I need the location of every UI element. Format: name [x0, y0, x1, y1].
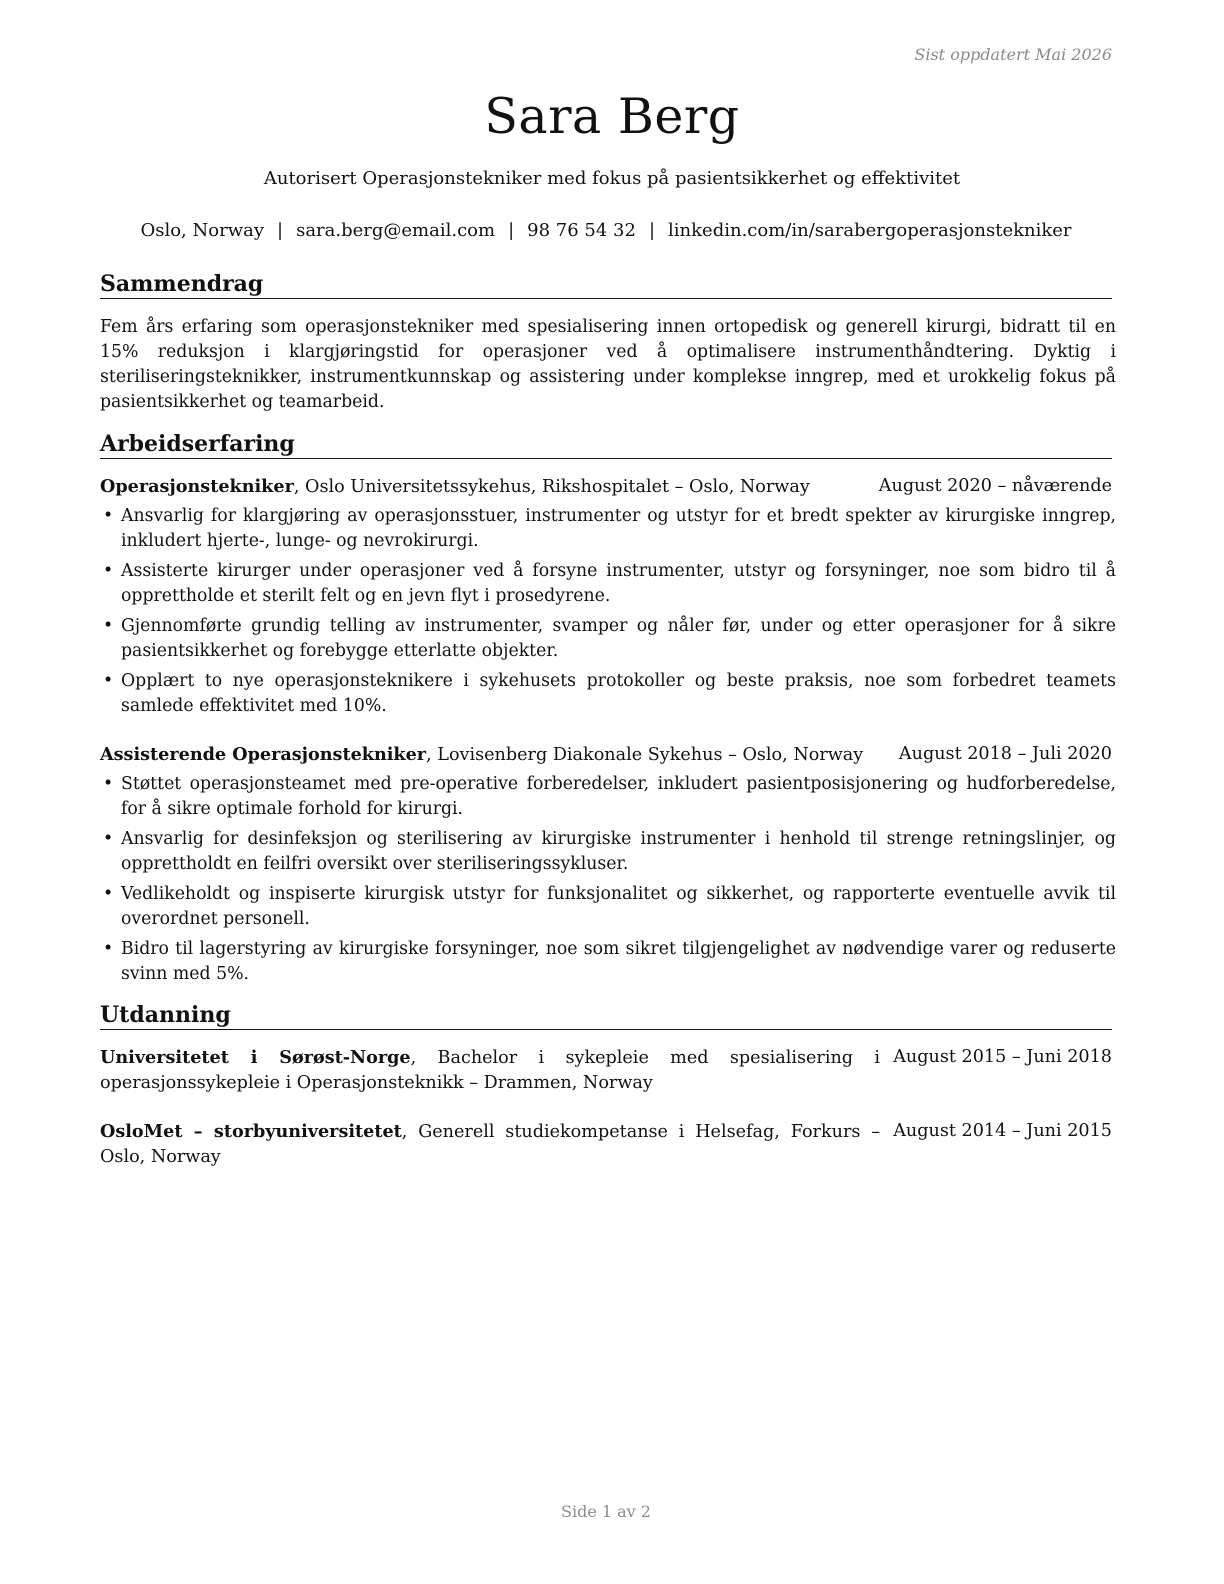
job-bullet [100, 827, 1116, 877]
bullet-icon: • [103, 616, 114, 636]
job-title-line [100, 742, 863, 768]
education-dates: August 2015 – Juni 2018 [893, 1047, 1112, 1067]
contact-separator: | [648, 220, 656, 241]
job-bullet-text: Opplært to nye operasjonsteknikere i sykehusets protokoller og beste praksis, noe som forbedret teamets samlede effektivitet med 10%. [121, 671, 1116, 716]
summary-text: Fem års erfaring som operasjonstekniker med spesialisering innen ortopedisk og generell kirurgi, bidratt til en 15% reduksjon i klargjøringstid for operasjoner ved å optimalisere instrumenthåndtering. Dyktig i steriliseringsteknikker, instrumentkunnskap og assistering under komplekse inngrep, med et urokkelig fokus på pasientsikkerhet og teamarbeid. [100, 317, 1116, 412]
job-bullet-text: Ansvarlig for klargjøring av operasjonsstuer, instrumenter og utstyr for et bredt spekter av kirurgiske inngrep, inkludert hjerte-, lunge- og nevrokirurgi. [121, 506, 1116, 551]
job-bullet [100, 882, 1116, 932]
job-bullet [100, 669, 1116, 719]
section-title-summary: Sammendrag [100, 270, 1112, 299]
bullet-icon: • [103, 884, 114, 904]
contact-email[interactable]: sara.berg@email.com [296, 220, 496, 241]
education-school: Universitetet i Sørøst-Norge [100, 1047, 411, 1068]
bullet-icon: • [103, 671, 114, 691]
job-dates: August 2020 – nåværende [878, 476, 1112, 496]
job-bullet [100, 772, 1116, 822]
job-bullet [100, 937, 1116, 987]
candidate-tagline: Autorisert Operasjonstekniker med fokus på pasientsikkerhet og effektivitet [263, 168, 961, 189]
job-dates: August 2018 – Juli 2020 [898, 744, 1112, 764]
job-employer: , Lovisenberg Diakonale Sykehus – Oslo, Norway [426, 745, 864, 765]
contact-linkedin[interactable]: linkedin.com/in/sarabergoperasjonstekniker [668, 220, 1072, 241]
job-bullet-text: Gjennomførte grundig telling av instrumenter, svamper og nåler før, under og etter operasjoner for å sikre pasientsikkerhet og forebygge etterlatte objekter. [121, 616, 1116, 661]
job-bullet-text: Vedlikeholdt og inspiserte kirurgisk utstyr for funksjonalitet og sikkerhet, og rapporterte eventuelle avvik til overordnet personell. [121, 884, 1116, 929]
bullet-icon: • [103, 829, 114, 849]
contact-line [0, 220, 1212, 241]
contact-location: Oslo, Norway [140, 220, 264, 241]
education-dates: August 2014 – Juni 2015 [893, 1121, 1112, 1141]
contact-separator: | [508, 220, 515, 241]
education-entry [100, 1119, 880, 1170]
job-title-line [100, 474, 810, 500]
job-role: Operasjonstekniker [100, 476, 294, 497]
job-bullet [100, 614, 1116, 664]
bullet-icon: • [103, 561, 114, 581]
last-updated-note: Sist oppdatert Mai 2026 [914, 45, 1112, 64]
job-bullet-text: Støttet operasjonsteamet med pre-operative forberedelser, inkludert pasientposisjonering og hudforberedelse, for å sikre optimale forhold for kirurgi. [121, 774, 1116, 819]
education-school: OsloMet – storbyuniversitetet [100, 1121, 402, 1142]
bullet-icon: • [103, 506, 114, 526]
candidate-name: Sara Berg [484, 88, 740, 145]
job-employer: , Oslo Universitetssykehus, Rikshospitalet – Oslo, Norway [293, 477, 810, 497]
education-item [100, 1119, 1112, 1170]
contact-phone: 98 76 54 32 [527, 220, 636, 241]
page-number: Side 1 av 2 [561, 1502, 651, 1521]
bullet-icon: • [103, 774, 114, 794]
education-detail: , Generell studiekompetanse i Helsefag, Forkurs – Oslo, Norway [100, 1122, 880, 1167]
job-bullet-list [100, 504, 1116, 724]
education-detail: , Bachelor i sykepleie med spesialisering i operasjonssykepleie i Operasjonsteknikk – Drammen, Norway [100, 1048, 880, 1093]
job-bullet [100, 559, 1116, 609]
job-role: Assisterende Operasjonstekniker [100, 744, 427, 765]
contact-separator: | [277, 220, 284, 241]
job-bullet-text: Assisterte kirurger under operasjoner ved å forsyne instrumenter, utstyr og forsyninger, noe som bidro til å opprettholde et sterilt felt og en jevn flyt i prosedyrene. [121, 561, 1116, 606]
job-bullet-text: Ansvarlig for desinfeksjon og sterilisering av kirurgiske instrumenter i henhold til strenge retningslinjer, og opprettholdt en feilfri oversikt over steriliseringssykluser. [121, 829, 1116, 874]
job-bullet-list [100, 772, 1116, 992]
job-bullet-text: Bidro til lagerstyring av kirurgiske forsyninger, noe som sikret tilgjengelighet av nødvendige varer og reduserte svinn med 5%. [121, 939, 1116, 984]
section-title-education: Utdanning [100, 1001, 1112, 1030]
education-item [100, 1045, 1112, 1096]
section-title-experience: Arbeidserfaring [100, 430, 1112, 459]
education-entry [100, 1045, 880, 1096]
bullet-icon: • [103, 939, 114, 959]
job-bullet [100, 504, 1116, 554]
